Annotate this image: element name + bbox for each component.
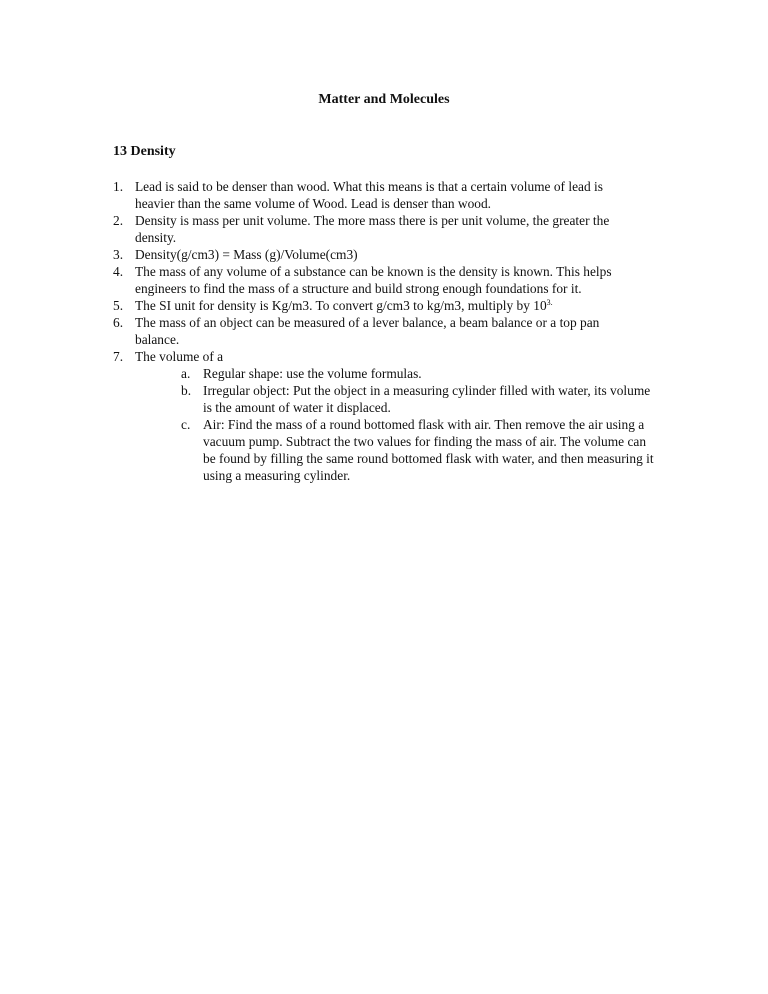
sub-list-item	[0, 365, 658, 382]
sub-list-item-letter: a.	[181, 366, 191, 381]
list-item	[0, 348, 645, 365]
document-title: Matter and Molecules	[318, 92, 450, 107]
sub-list-item-text: Air: Find the mass of a round bottomed flask with air. Then remove the air using a vacuum pump. Subtract the two values for finding the mass of air. The volume can be found by filling the same round bottomed flask with water, and then measuring it using a measuring cylinder.	[203, 417, 654, 483]
list-item-text: The SI unit for density is Kg/m3. To convert g/cm3 to kg/m3, multiply by 10	[135, 298, 547, 313]
list-item	[0, 246, 645, 263]
list-item-text: Lead is said to be denser than wood. What this means is that a certain volume of lead is heavier than the same volume of Wood. Lead is denser than wood.	[135, 179, 603, 211]
section-heading: 13 Density	[113, 144, 176, 159]
sub-list-item-text: Irregular object: Put the object in a measuring cylinder filled with water, its volume is the amount of water it displaced.	[203, 383, 651, 415]
sub-list-item	[0, 416, 658, 484]
list-item-text: Density is mass per unit volume. The more mass there is per unit volume, the greater the density.	[135, 213, 610, 245]
list-item-number: 6.	[113, 315, 124, 330]
list-item	[0, 178, 645, 212]
list-item-number: 1.	[113, 179, 124, 194]
list-item-text: Density(g/cm3) = Mass (g)/Volume(cm3)	[135, 247, 358, 262]
superscript-exponent: 3.	[546, 298, 553, 307]
list-item	[0, 263, 645, 297]
sub-list-item-text: Regular shape: use the volume formulas.	[203, 366, 422, 381]
list-item-number: 7.	[113, 349, 124, 364]
list-item-text: The mass of an object can be measured of a lever balance, a beam balance or a top pan balance.	[135, 315, 600, 347]
list-item-text: The mass of any volume of a substance can be known is the density is known. This helps engineers to find the mass of a structure and build strong enough foundations for it.	[135, 264, 612, 296]
sub-list-item-letter: c.	[181, 417, 191, 432]
list-item	[0, 314, 645, 348]
numbered-list	[0, 178, 768, 484]
list-item	[0, 297, 645, 314]
list-item-number: 2.	[113, 213, 124, 228]
list-item-number: 4.	[113, 264, 124, 279]
list-item-number: 3.	[113, 247, 124, 262]
sub-list-item	[0, 382, 658, 416]
list-item	[0, 212, 645, 246]
list-item-text: The volume of a	[135, 349, 224, 364]
sub-list-item-letter: b.	[181, 383, 192, 398]
list-item-number: 5.	[113, 298, 124, 313]
